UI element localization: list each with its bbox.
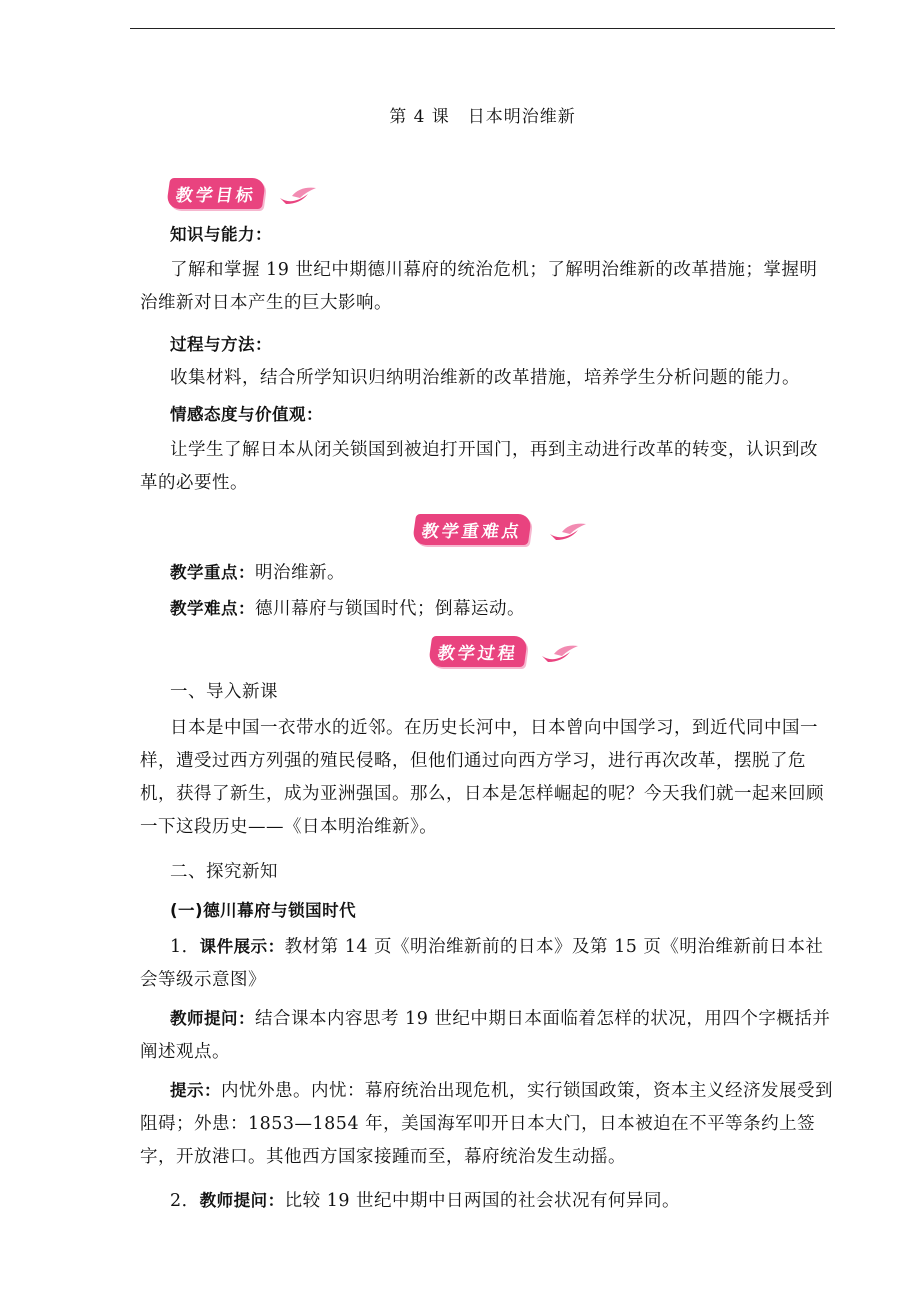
item-1-text: 教材第 14 页《明治维新前的日本》及第 15 页《明治维新前日本社会等级示意图》	[140, 937, 824, 990]
item-2-text: 比较 19 世纪中期中日两国的社会状况有何异同。	[284, 1191, 681, 1211]
question-1-text: 结合课本内容思考 19 世纪中期日本面临着怎样的状况，用四个字概括并阐述观点。	[140, 1009, 831, 1062]
item-1-label: 课件展示：	[199, 937, 285, 956]
process-heading: 过程与方法：	[170, 335, 272, 354]
question-1-label: 教师提问：	[170, 1009, 255, 1028]
item-2	[140, 1184, 835, 1218]
bird-icon	[278, 184, 318, 210]
badge-key-points	[414, 514, 530, 548]
header-rule	[130, 28, 835, 29]
bird-icon	[548, 520, 588, 546]
badge-teaching-goals	[168, 178, 264, 212]
difficulty-line	[170, 592, 835, 626]
emotion-text: 让学生了解日本从闭关锁国到被迫打开国门，再到主动进行改革的转变，认识到改革的必要性。	[140, 440, 818, 493]
item-2-label: 教师提问：	[199, 1191, 285, 1210]
hint	[140, 1074, 835, 1174]
step-explore-heading: 二、探究新知	[170, 862, 278, 882]
item-1	[140, 930, 835, 997]
key-point-line	[170, 556, 835, 590]
badge-teaching-process	[430, 636, 526, 670]
subsection-tokugawa: (一)德川幕府与锁国时代	[170, 901, 357, 920]
question-1	[140, 1002, 835, 1069]
key-point-label: 教学重点：	[170, 563, 255, 582]
bird-icon	[540, 642, 580, 668]
badge-label: 教学过程	[428, 636, 528, 667]
difficulty-label: 教学难点：	[170, 599, 255, 618]
hint-label: 提示：	[170, 1081, 221, 1100]
hint-text: 内忧外患。内忧：幕府统治出现危机，实行锁国政策，资本主义经济发展受到阻碍；外患：1853—1854 年，美国海军叩开日本大门，日本被迫在不平等条约上签字，开放港口。其他西方国家接踵而至，幕府统治发生动摇。	[140, 1081, 833, 1167]
lesson-title: 第 4 课 日本明治维新	[389, 107, 576, 127]
process-text: 收集材料，结合所学知识归纳明治维新的改革措施，培养学生分析问题的能力。	[170, 368, 800, 388]
item-1-number: 1．	[170, 937, 200, 957]
item-2-number: 2．	[170, 1191, 200, 1211]
knowledge-heading: 知识与能力：	[170, 225, 272, 244]
badge-label: 教学重难点	[412, 514, 532, 545]
emotion-heading: 情感态度与价值观：	[170, 405, 323, 424]
difficulty-text: 德川幕府与锁国时代；倒幕运动。	[255, 599, 525, 619]
knowledge-text: 了解和掌握 19 世纪中期德川幕府的统治危机；了解明治维新的改革措施；掌握明治维新对日本产生的巨大影响。	[140, 260, 818, 313]
intro-paragraph: 日本是中国一衣带水的近邻。在历史长河中，日本曾向中国学习，到近代同中国一样，遭受过西方列强的殖民侵略，但他们通过向西方学习，进行再次改革，摆脱了危机，获得了新生，成为亚洲强国。那么，日本是怎样崛起的呢？今天我们就一起来回顾一下这段历史——《日本明治维新》。	[140, 718, 824, 837]
step-intro-heading: 一、导入新课	[170, 682, 278, 702]
key-point-text: 明治维新。	[255, 563, 345, 583]
badge-label: 教学目标	[166, 178, 266, 209]
